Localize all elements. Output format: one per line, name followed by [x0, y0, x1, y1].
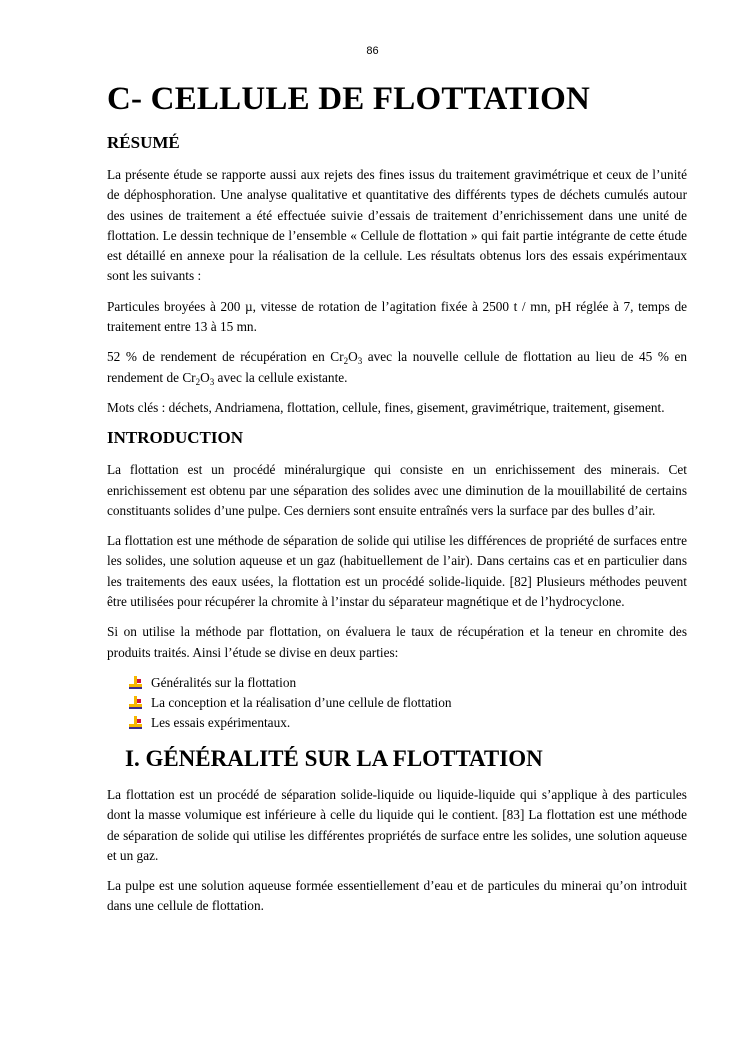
section-paragraph-1: La flottation est un procédé de séparation solide-liquide ou liquide-liquide qui s’applique à des particules dont la masse volumique est inférieure à celle du liquide qui le contient. [83] La flottation est une méthode de séparation de solide qui utilise les différentes propriétés de surface entre les solides, une solution aqueuse et un gaz.: [107, 786, 687, 863]
keywords-paragraph: Mots clés : déchets, Andriamena, flottation, cellule, fines, gisement, gravimétrique, traitement, gisement.: [107, 399, 665, 415]
resume-paragraph-2: Particules broyées à 200 µ, vitesse de rotation de l’agitation fixée à 2500 t / mn, pH réglée à 7, temps de traitement entre 13 à 15 mn.: [107, 298, 687, 335]
list-item: [129, 693, 687, 713]
resume-paragraph-3: [107, 347, 687, 388]
resume-heading: RÉSUMÉ: [107, 133, 180, 152]
text-run: avec la nouvelle cellule de flottation au lieu de 45 % en rendement de Cr: [107, 349, 687, 385]
list-item: [129, 673, 687, 693]
document-body: [107, 80, 687, 927]
bullet-list: [107, 673, 687, 733]
subscript: 2: [195, 376, 201, 387]
text-run: O: [200, 369, 210, 385]
subscript: 3: [357, 356, 363, 367]
introduction-paragraph-1: La flottation est un procédé minéralurgique qui consiste en un enrichissement des minerais. Cet enrichissement est obtenu par une séparation des solides avec une diminution de la mouillabilité de certains constituants solides d’une pulpe. Ces derniers sont ensuite entraînés vers la surface par des bulles d’air.: [107, 462, 687, 518]
text-run: avec la cellule existante.: [214, 369, 348, 385]
section-heading: I. GÉNÉRALITÉ SUR LA FLOTTATION: [125, 745, 543, 771]
list-item-text: Généralités sur la flottation: [151, 674, 297, 690]
page-title: C- CELLULE DE FLOTTATION: [107, 81, 591, 117]
resume-paragraph-1: La présente étude se rapporte aussi aux rejets des fines issus du traitement gravimétrique et ceux de l’unité de déphosphoration. Une analyse qualitative et quantitative des différents types de déchets cumulés autour des usines de traitement a été effectuée suivie d’essais de traitement d’enrichissement dans une unité de flottation. Le dessin technique de l’ensemble « Cellule de flottation » qui fait partie intégrante de cette étude est détaillé en annexe pour la réalisation de la cellule. Les résultats obtenus lors des essais expérimentaux sont les suivants :: [107, 167, 687, 284]
pushpin-bullet-icon: [129, 696, 142, 709]
introduction-heading: INTRODUCTION: [107, 428, 244, 448]
text-run: 52 % de rendement de récupération en Cr: [107, 349, 344, 365]
section-paragraph-2: La pulpe est une solution aqueuse formée essentiellement d’eau et de particules du minerai qu’on introduit dans une cellule de flottation.: [107, 878, 687, 914]
pushpin-bullet-icon: [129, 676, 142, 689]
list-item-text: La conception et la réalisation d’une cellule de flottation: [151, 694, 452, 710]
subscript: 3: [209, 376, 215, 387]
list-item-text: Les essais expérimentaux.: [151, 714, 291, 730]
pushpin-bullet-icon: [129, 716, 142, 729]
subscript: 2: [343, 356, 349, 367]
text-run: O: [348, 349, 358, 365]
list-item: [129, 713, 687, 733]
introduction-paragraph-3: Si on utilise la méthode par flottation, on évaluera le taux de récupération et la teneur en chromite des produits traités. Ainsi l’étude se divise en deux parties:: [107, 624, 687, 660]
page-number: 86: [366, 45, 379, 57]
introduction-paragraph-2: La flottation est une méthode de séparation de solide qui utilise les différences de propriété de surfaces entre les solides, une solution aqueuse et un gaz (habituellement de l’air). Dans certains cas et en particulier dans les traitements des eaux usées, la flottation est un procédé solide-liquide. [82] Plusieurs méthodes peuvent être utilisées pour récupérer la chromite à l’instar du séparateur magnétique et de l’hydrocyclone.: [107, 533, 687, 610]
